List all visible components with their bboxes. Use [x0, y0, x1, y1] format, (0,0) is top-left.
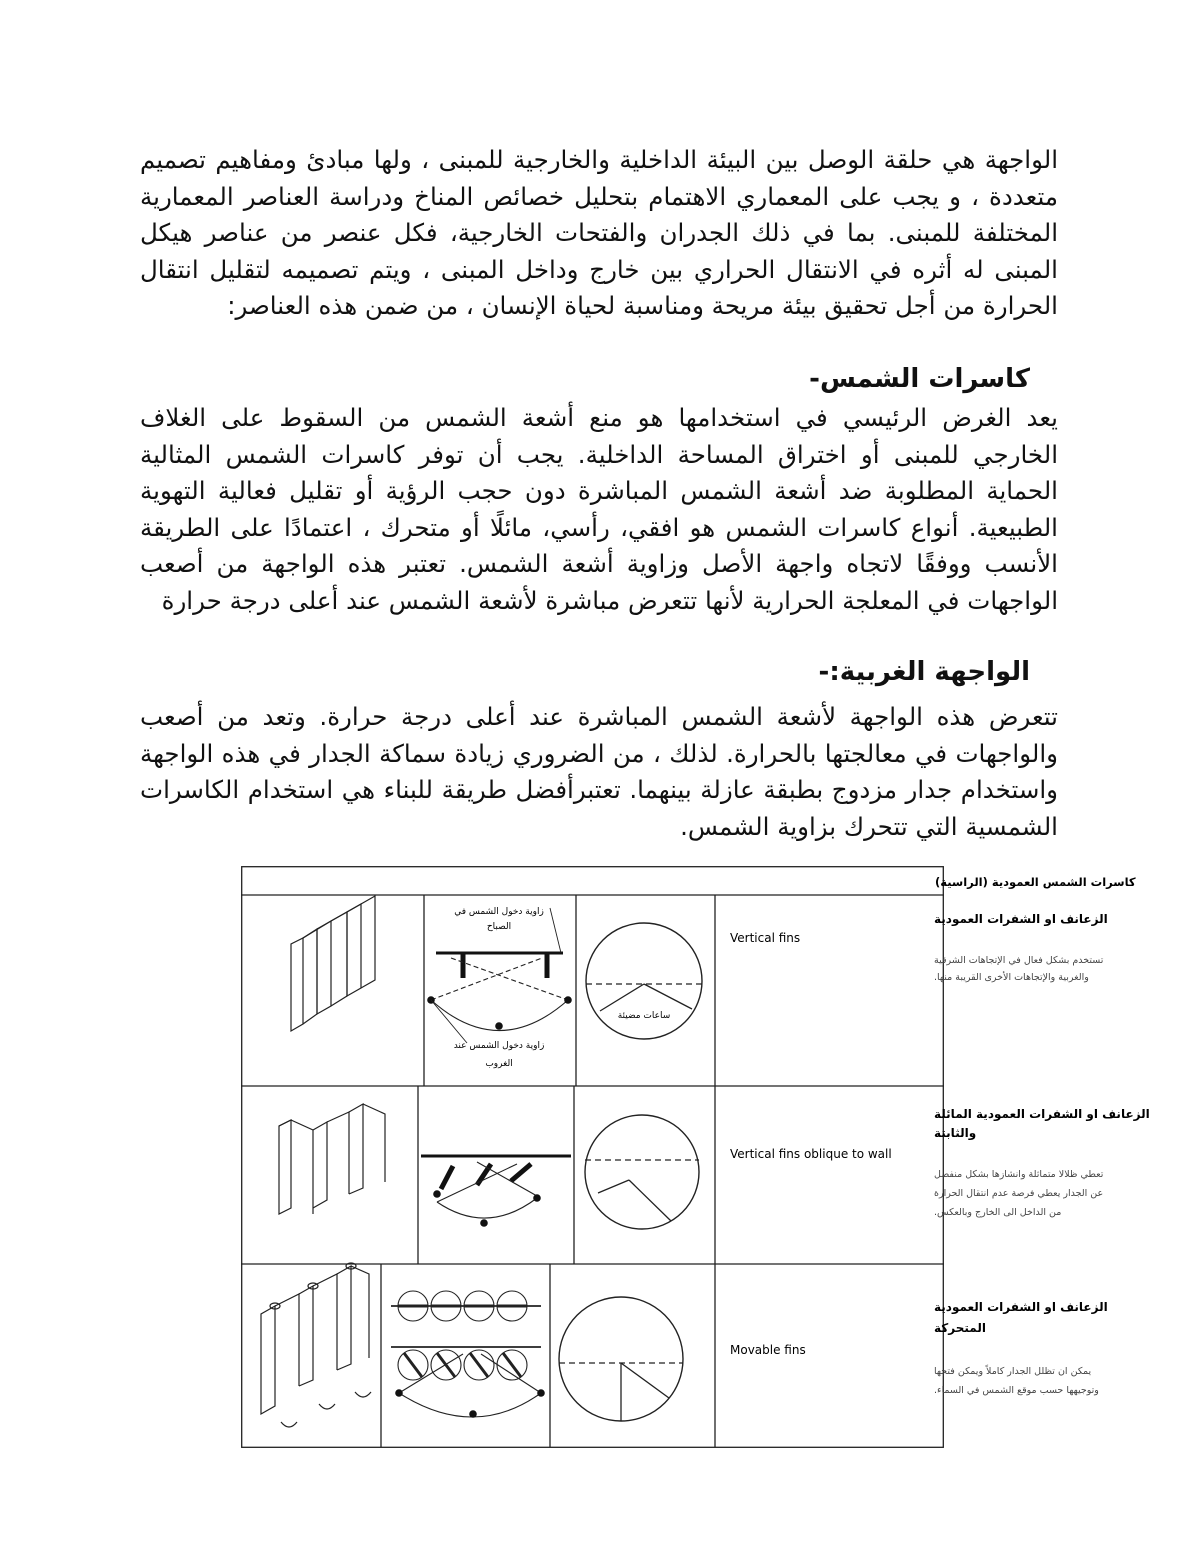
- intro-paragraph: الواجهة هي حلقة الوصل بين البيئة الداخلية والخارجية للمبنى ، ولها مبادئ ومفاهيم تصميم متعددة ، و يجب على المعماري الاهتمام بتحليل خصائص المناخ ودراسة العناصر المعمارية المختلفة للمبنى. بما في ذلك الجدران والفتحات الخارجية، فكل عنصر من عناصر هيكل المبنى له أثره في الانتقال الحراري بين خارج وداخل المبنى ، ويتم تصميمه لتقليل انتقال الحرارة من أجل تحقيق بيئة مريحة ومناسبة لحياة الإنسان ، من ضمن هذه العناصر:: [140, 145, 1058, 320]
- row1-desc-line: تستخدم بشكل فعال في الإتجاهات الشرقية: [934, 955, 1104, 966]
- row2-desc-line: تعطي ظلالا متماثلة وانشازها بشكل منفصل: [934, 1169, 1104, 1180]
- figure-table-svg: [241, 866, 1150, 1448]
- sunbreakers-paragraph: يعد الغرض الرئيسي في استخدامها هو منع أشعة الشمس من السقوط على الغلاف الخارجي للمبنى أو اختراق المساحة الداخلية. يجب أن توفر كاسرات الشمس المثالية الحماية المطلوبة ضد أشعة الشمس المباشرة دون حجب الرؤية أو تقليل فعالية التهوية الطبيعية. أنواع كاسرات الشمس هو افقي، رأسي، مائلًا أو متحرك ، اعتمادًا على الطريقة الأنسب ووفقًا لاتجاه واجهة الأصل وزاوية أشعة الشمس. تعتبر هذه الواجهة من أصعب الواجهات في المعلجة الحرارية لأنها تتعرض مباشرة لأشعة الشمس عند أعلى درجة حرارة: [140, 403, 1058, 615]
- row2-oblique-fin-plan: [421, 1156, 571, 1227]
- row3-movable-fins-3d-sketch: [261, 1263, 371, 1427]
- row2-fins-3d-sketch: [279, 1104, 385, 1214]
- heading-title: كاسرات الشمس: [819, 364, 1030, 394]
- row3-title-en: Movable fins: [730, 1343, 806, 1357]
- row2-title-en: Vertical fins oblique to wall: [730, 1147, 892, 1161]
- row2-desc-line: عن الجدار يعطي فرصة عدم انتقال الحرارة: [934, 1188, 1104, 1199]
- west-facade-paragraph: تتعرض هذه الواجهة لأشعة الشمس المباشرة عند أعلى درجة حرارة. وتعد من أصعب والواجهات في معالجتها بالحرارة. لذلك ، من الضروري زيادة سماكة الجدار في هذه الواجهة واستخدام جدار مزدوج بطبقة عازلة بينهما. تعتبرأفضل طريقة للبناء هي استخدام الكاسرات الشمسية التي تتحرك بزاوية الشمس.: [140, 702, 1058, 841]
- row3-movable-fins-plan: [391, 1291, 541, 1417]
- row1-fin-plan-diagram: [427, 907, 572, 1069]
- row3-sun-path-circle: [559, 1297, 683, 1421]
- bullet-dash: -: [809, 364, 820, 394]
- morning-angle-label: الصباح: [486, 922, 512, 932]
- row2-sun-path-circle: [585, 1115, 699, 1229]
- sunset-angle-label: زاوية دخول الشمس عند: [453, 1041, 545, 1051]
- heading-title: الواجهة الغربية:: [829, 657, 1030, 687]
- sun-point: [469, 1410, 477, 1418]
- row3-title-ar: الزعانف او الشفرات العمودية: [934, 1300, 1108, 1314]
- sunbreakers-heading: [781, 364, 1030, 394]
- row1-desc-line: والغربية والإتجاهات الأخرى القريبة منها.: [934, 972, 1089, 983]
- row1-title-en: Vertical fins: [730, 931, 801, 945]
- bullet-dash: -: [818, 657, 830, 687]
- vertical-sunbreakers-figure: [241, 866, 1150, 1448]
- row3-title-ar: المتحركة: [934, 1321, 986, 1335]
- west-facade-paragraph-block: [140, 699, 1058, 845]
- row1-title-ar: الزعانف او الشفرات العمودية: [934, 912, 1108, 926]
- morning-angle-label: زاوية دخول الشمس في: [454, 907, 544, 917]
- row1-sun-path-circle: [586, 923, 702, 1039]
- row3-desc-line: وتوجيهها حسب موقع الشمس في السماء.: [934, 1385, 1099, 1396]
- row2-title-ar: الزعانف او الشفرات العمودية المائلة: [934, 1107, 1150, 1121]
- sun-point: [537, 1389, 545, 1397]
- intro-paragraph-block: [140, 142, 1058, 325]
- row2-title-ar: والثابتة: [934, 1126, 977, 1140]
- row2-desc-line: من الداخل الى الخارج وبالعكس.: [934, 1207, 1062, 1218]
- row3-desc-line: يمكن ان تظلل الجدار كاملاً ويمكن فتحها: [934, 1366, 1092, 1377]
- shaded-hours-label: ساعات مضيئة: [617, 1011, 671, 1021]
- sunbreakers-paragraph-block: [140, 400, 1058, 619]
- west-facade-heading: [791, 657, 1030, 687]
- sunset-angle-label: الغروب: [485, 1059, 513, 1069]
- figure-table-title: كاسرات الشمس العمودية (الراسية): [935, 875, 1136, 889]
- row1-fins-3d-sketch: [291, 896, 375, 1031]
- sun-point: [395, 1389, 403, 1397]
